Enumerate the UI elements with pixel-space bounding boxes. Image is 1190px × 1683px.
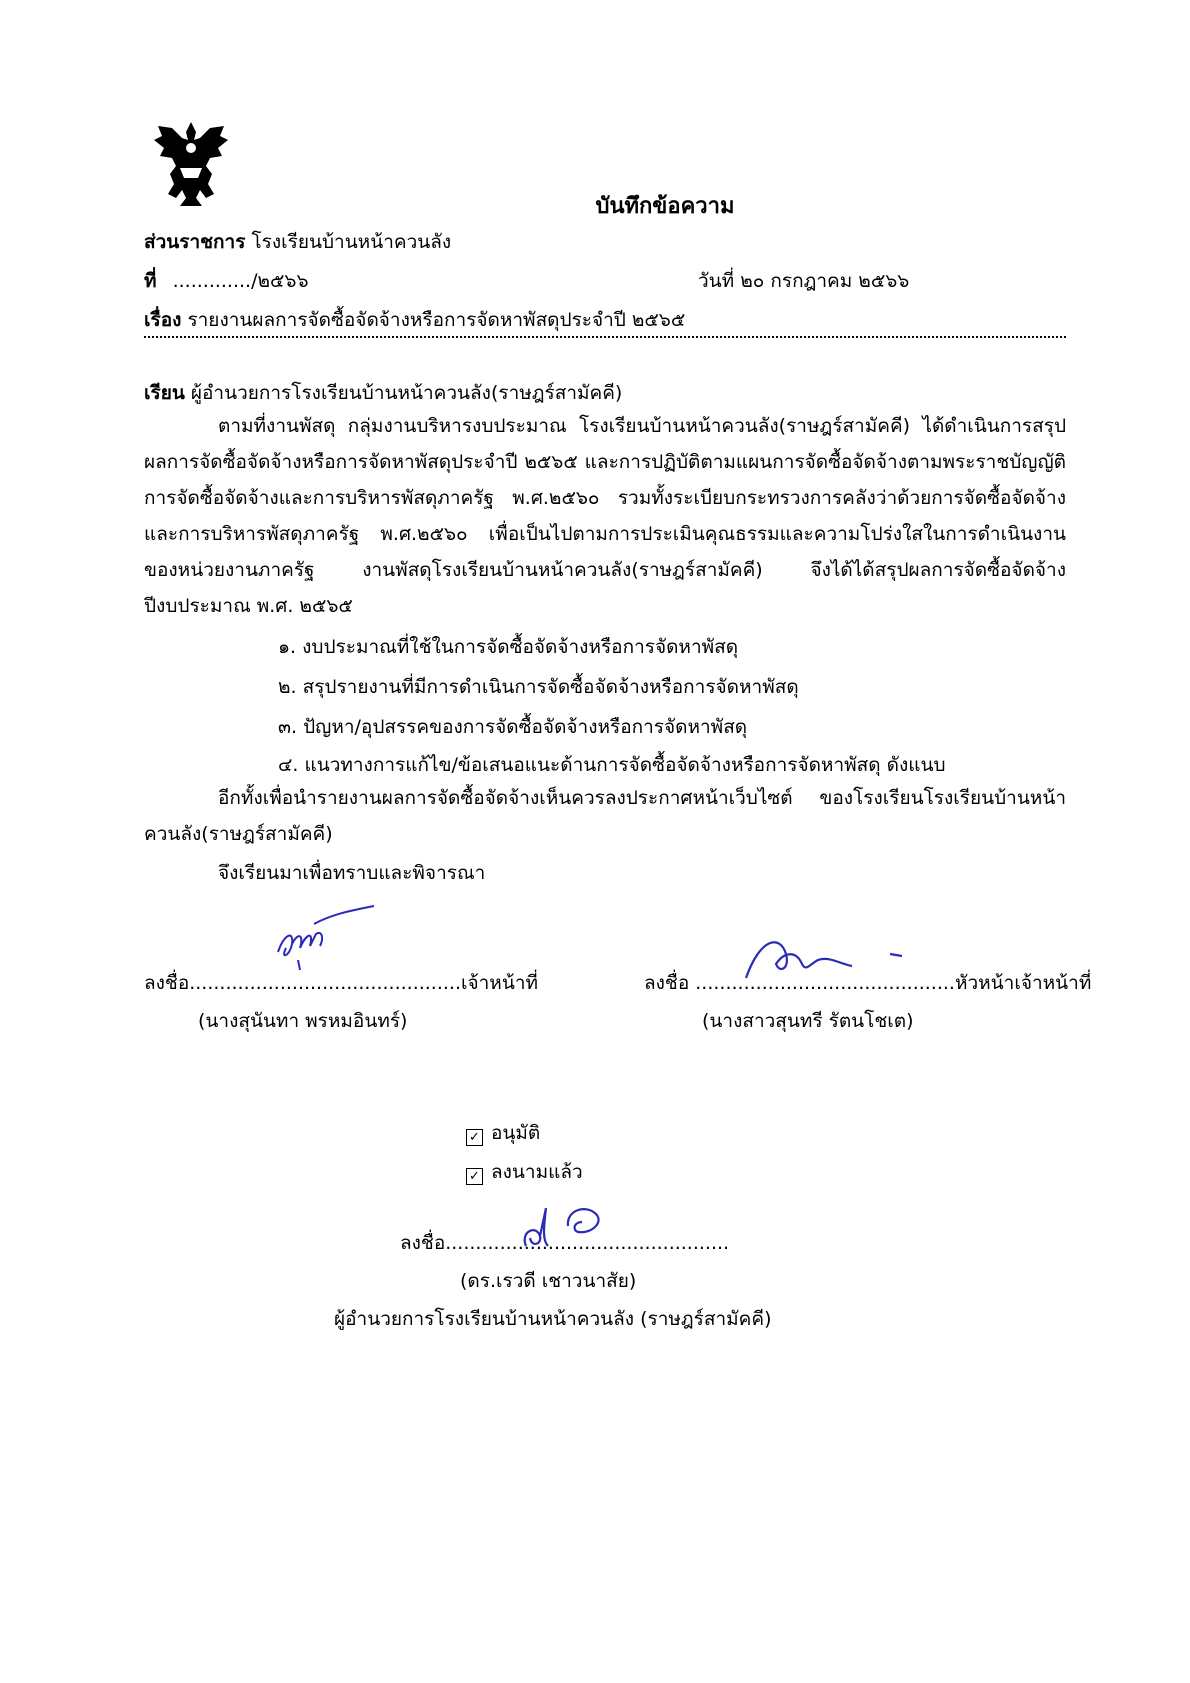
agency-label: ส่วนราชการ	[144, 231, 246, 253]
agency-value: โรงเรียนบ้านหน้าควนลัง	[251, 231, 452, 253]
list-item: ๔. แนวทางการแก้ไข/ข้อเสนอแนะด้านการจัดซื้อจัดจ้างหรือการจัดหาพัสดุ ดังแนบ	[278, 754, 946, 776]
list-item: ๓. ปัญหา/อุปสรรคของการจัดซื้อจัดจ้างหรือการจัดหาพัสดุ	[278, 716, 748, 738]
signature-left	[270, 904, 380, 974]
body-paragraph-2: อีกทั้งเพื่อนำรายงานผลการจัดซื้อจัดจ้างเห็นควรลงประกาศหน้าเว็บไซต์ ของโรงเรียนโรงเรียนบ้านหน้าควนลัง(ราษฎร์สามัคคี)	[144, 787, 1066, 845]
memo-title: บันทึกข้อความ	[595, 194, 735, 219]
signer-name-director: (ดร.เรวดี เชาวนาสัย)	[460, 1270, 637, 1292]
signer-name-right: (นางสาวสุนทรี รัตนโชเต)	[702, 1010, 914, 1032]
signed-label: ลงนามแล้ว	[491, 1161, 583, 1183]
closing-line: จึงเรียนมาเพื่อทราบและพิจารณา	[218, 862, 486, 884]
approve-checkbox: ✓	[466, 1129, 483, 1146]
list-item: ๑. งบประมาณที่ใช้ในการจัดซื้อจัดจ้างหรือการจัดหาพัสดุ	[278, 636, 739, 658]
list-item: ๒. สรุปรายงานที่มีการดำเนินการจัดซื้อจัดจ้างหรือการจัดหาพัสดุ	[278, 676, 799, 698]
ref-label: ที่	[144, 270, 157, 292]
approve-label: อนุมัติ	[491, 1122, 541, 1144]
signature-line-left: ลงชื่อ.............................................เจ้าหน้าที่	[144, 972, 539, 994]
subject-label: เรื่อง	[144, 309, 182, 331]
subject-value: รายงานผลการจัดซื้อจัดจ้างหรือการจัดหาพัสดุประจำปี ๒๕๖๕	[187, 309, 686, 331]
agency-line	[144, 227, 451, 257]
signer-position-director: ผู้อำนวยการโรงเรียนบ้านหน้าควนลัง (ราษฎร์สามัคคี)	[334, 1308, 772, 1330]
signed-option	[466, 1157, 583, 1187]
subject-line	[144, 305, 685, 335]
signer-name-left: (นางสุนันทา พรหมอินทร์)	[198, 1010, 408, 1032]
to-line	[144, 378, 622, 408]
memo-date: วันที่ ๒๐ กรกฎาคม ๒๕๖๖	[698, 270, 910, 292]
approve-option	[466, 1118, 540, 1148]
to-value: ผู้อำนวยการโรงเรียนบ้านหน้าควนลัง(ราษฎร์สามัคคี)	[190, 382, 623, 404]
signature-line-director: ลงชื่อ...............................................	[400, 1232, 730, 1254]
body-paragraph-1: ตามที่งานพัสดุ กลุ่มงานบริหารงบประมาณ โรงเรียนบ้านหน้าควนลัง(ราษฎร์สามัคคี) ได้ดำเนินการสรุปผลการจัดซื้อจัดจ้างหรือการจัดหาพัสดุประจำปี ๒๕๖๕ และการปฏิบัติตามแผนการจัดซื้อจัดจ้างตามพระราชบัญญัติการจัดซื้อจัดจ้างและการบริหารพัสดุภาครัฐ พ.ศ.๒๕๖๐ รวมทั้งระเบียบกระทรวงการคลังว่าด้วยการจัดซื้อจัดจ้างและการบริหารพัสดุภาครัฐ พ.ศ.๒๕๖๐ เพื่อเป็นไปตามการประเมินคุณธรรมและความโปร่งใสในการดำเนินงานของหน่วยงานภาครัฐ งานพัสดุโรงเรียนบ้านหน้าควนลัง(ราษฎร์สามัคคี) จึงได้ได้สรุปผลการจัดซื้อจัดจ้างปีงบประมาณ พ.ศ. ๒๕๖๕	[144, 415, 1066, 617]
divider-dotted	[144, 336, 1066, 338]
signed-checkbox: ✓	[466, 1168, 483, 1185]
ref-line	[144, 266, 309, 296]
to-label: เรียน	[144, 382, 185, 404]
signature-line-right: ลงชื่อ ...........................................หัวหน้าเจ้าหน้าที่	[644, 972, 1092, 994]
ref-value: ............./๒๕๖๖	[172, 270, 309, 292]
